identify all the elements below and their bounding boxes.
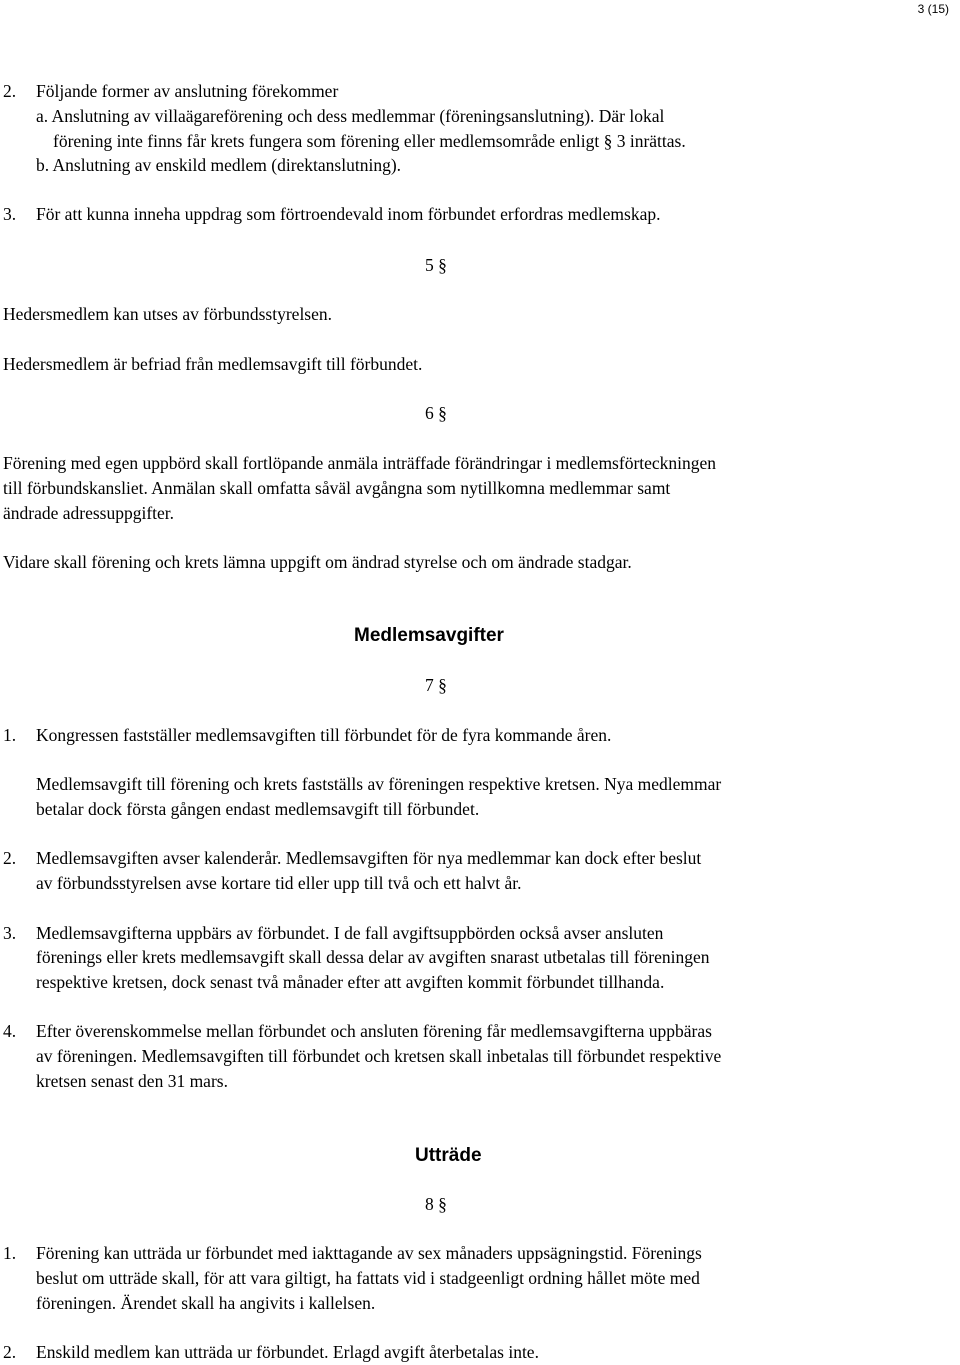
uttrade-heading: Utträde xyxy=(415,1145,482,1166)
exit-item-1-number: 1. xyxy=(3,1243,17,1263)
section-7-mark: 7 § xyxy=(425,675,447,695)
fee-item-1-number: 1. xyxy=(3,725,17,745)
item-3-number: 3. xyxy=(3,204,17,224)
fee-item-3-line-1: Medlemsavgifterna uppbärs av förbundet. I de fall avgiftsuppbörden också avser ansluten xyxy=(36,923,664,943)
item-2a-line-2: förening inte finns får krets fungera som förening eller medlemsområde enligt § 3 inrättas. xyxy=(53,131,686,151)
medlemsavgifter-heading: Medlemsavgifter xyxy=(354,625,504,646)
exit-item-1-line-3: föreningen. Ärendet skall ha angivits i kallelsen. xyxy=(36,1293,376,1313)
item-2-text: Följande former av anslutning förekommer xyxy=(36,81,339,101)
item-3-text: För att kunna inneha uppdrag som förtroendevald inom förbundet erfordras medlemskap. xyxy=(36,204,661,224)
fee-item-3-line-3: respektive kretsen, dock senast två månader efter att avgiften kommit förbundet tillhanda. xyxy=(36,972,665,992)
item-2b: b. Anslutning av enskild medlem (direktanslutning). xyxy=(36,155,402,175)
section-5-mark: 5 § xyxy=(425,255,447,275)
exit-item-1-line-1: Förening kan utträda ur förbundet med iakttagande av sex månaders uppsägningstid. Förenings xyxy=(36,1243,702,1263)
section-6-p1-line-1: Förening med egen uppbörd skall fortlöpande anmäla inträffade förändringar i medlemsförteckningen xyxy=(3,453,717,473)
fee-item-4-line-3: kretsen senast den 31 mars. xyxy=(36,1071,228,1091)
exit-item-2-line-1: Enskild medlem kan utträda ur förbundet. Erlagd avgift återbetalas inte. xyxy=(36,1342,539,1362)
exit-item-1-line-2: beslut om utträde skall, för att vara giltigt, ha fattats vid i stadgeenligt ordning hållet möte med xyxy=(36,1268,700,1288)
section-5-paragraph-1: Hedersmedlem kan utses av förbundsstyrelsen. xyxy=(3,304,333,324)
section-6-mark: 6 § xyxy=(425,403,447,423)
section-8-mark: 8 § xyxy=(425,1194,447,1214)
item-2-number: 2. xyxy=(3,81,17,101)
fee-item-2-number: 2. xyxy=(3,848,17,868)
fee-item-1-sub-line-1: Medlemsavgift till förening och krets fastställs av föreningen respektive kretsen. Nya medlemmar xyxy=(36,774,722,794)
item-2a-line-1: a. Anslutning av villaägareförening och dess medlemmar (föreningsanslutning). Där lokal xyxy=(36,106,665,126)
section-6-p1-line-2: till förbundskansliet. Anmälan skall omfatta såväl avgångna som nytillkomna medlemmar samt xyxy=(3,478,671,498)
fee-item-1-line-1: Kongressen fastställer medlemsavgiften till förbundet för de fyra kommande åren. xyxy=(36,725,612,745)
fee-item-1-sub-line-2: betalar dock första gången endast medlemsavgift till förbundet. xyxy=(36,799,480,819)
fee-item-3-number: 3. xyxy=(3,923,17,943)
section-6-paragraph-2: Vidare skall förening och krets lämna uppgift om ändrad styrelse och om ändrade stadgar. xyxy=(3,552,632,572)
exit-item-2-number: 2. xyxy=(3,1342,17,1362)
fee-item-2-line-1: Medlemsavgiften avser kalenderår. Medlemsavgiften för nya medlemmar kan dock efter beslut xyxy=(36,848,702,868)
fee-item-3-line-2: förenings eller krets medlemsavgift skall dessa delar av avgiften snarast utbetalas till föreningen xyxy=(36,947,710,967)
fee-item-4-number: 4. xyxy=(3,1021,17,1041)
fee-item-4-line-2: av föreningen. Medlemsavgiften till förbundet och kretsen skall inbetalas till förbundet respektive xyxy=(36,1046,722,1066)
fee-item-4-line-1: Efter överenskommelse mellan förbundet och ansluten förening får medlemsavgifterna uppbäras xyxy=(36,1021,712,1041)
section-6-p1-line-3: ändrade adressuppgifter. xyxy=(3,503,175,523)
page-number: 3 (15) xyxy=(917,2,949,16)
section-5-paragraph-2: Hedersmedlem är befriad från medlemsavgift till förbundet. xyxy=(3,354,423,374)
fee-item-2-line-2: av förbundsstyrelsen avse kortare tid eller upp till två och ett halvt år. xyxy=(36,873,522,893)
